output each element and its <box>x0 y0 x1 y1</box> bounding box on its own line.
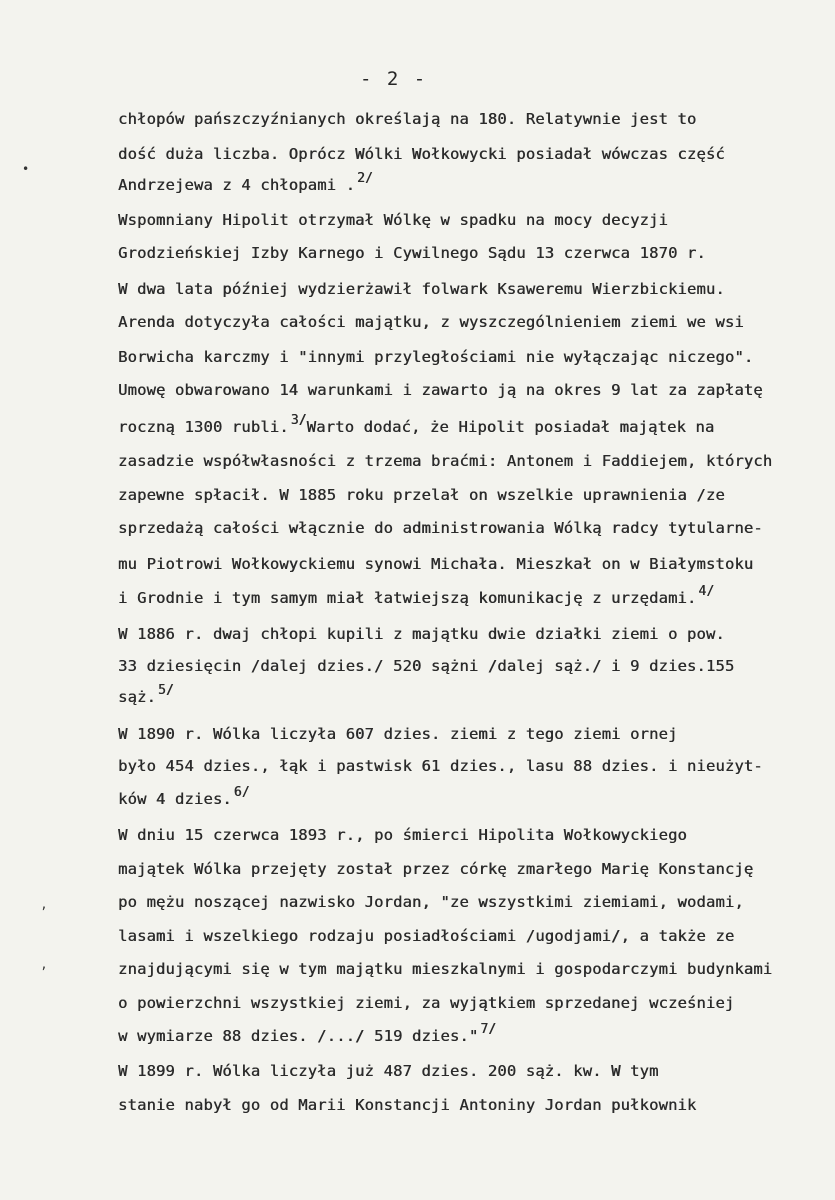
text-line <box>118 960 772 978</box>
line-text: W dniu 15 czerwca 1893 r., po śmierci Hipolita Wołkowyckiego <box>118 826 687 844</box>
line-text: po mężu noszącej nazwisko Jordan, "ze wszystkimi ziemiami, wodami, <box>118 893 744 911</box>
text-line <box>118 994 734 1012</box>
text-line <box>118 625 725 643</box>
line-text: lasami i wszelkiego rodzaju posiadłościami /ugodjami/, a także ze <box>118 927 735 945</box>
margin-mark: ’ <box>40 965 48 979</box>
text-line <box>118 486 725 504</box>
line-text: i Grodnie i tym samym miał łatwiejszą komunikację z urzędami. <box>118 589 697 607</box>
text-line <box>118 826 687 844</box>
line-text: roczną 1300 rubli. <box>118 418 289 436</box>
margin-mark: ’ <box>40 905 48 919</box>
text-line <box>118 725 677 743</box>
text-line <box>118 145 725 163</box>
line-text: sąż. <box>118 688 156 706</box>
line-text: dość duża liczba. Oprócz Wólki Wołkowycki posiadał wówczas część <box>118 145 725 163</box>
text-line <box>118 452 772 470</box>
line-text: W 1886 r. dwaj chłopi kupili z majątku dwie działki ziemi o pow. <box>118 625 725 643</box>
footnote-ref: 6/ <box>233 785 250 800</box>
line-text: stanie nabył go od Marii Konstancji Antoniny Jordan pułkownik <box>118 1096 697 1114</box>
text-line <box>118 927 734 945</box>
text-line <box>118 757 763 775</box>
text-line <box>118 584 715 607</box>
line-text: Andrzejewa z 4 chłopami . <box>118 176 356 194</box>
text-line <box>118 1022 497 1045</box>
text-line <box>118 1096 696 1114</box>
line-text: chłopów pańszczyźnianych określają na 180. Relatywnie jest to <box>118 110 697 128</box>
line-text: zapewne spłacił. W 1885 roku przelał on wszelkie uprawnienia /ze <box>118 486 725 504</box>
line-text: 33 dziesięcin /dalej dzies./ 520 sążni /dalej sąż./ i 9 dzies.155 <box>118 657 735 675</box>
text-line <box>118 657 734 675</box>
text-line <box>118 519 763 537</box>
footnote-ref: 5/ <box>157 683 174 698</box>
line-text: majątek Wólka przejęty został przez córkę zmarłego Marię Konstancję <box>118 860 754 878</box>
line-text: Umowę obwarowano 14 warunkami i zawarto ją na okres 9 lat za zapłatę <box>118 381 763 399</box>
margin-mark: • <box>22 162 30 176</box>
line-text: było 454 dzies., łąk i pastwisk 61 dzies., lasu 88 dzies. i nieużyt- <box>118 757 763 775</box>
footnote-ref: 2/ <box>357 171 374 186</box>
line-text: o powierzchni wszystkiej ziemi, za wyjątkiem sprzedanej wcześniej <box>118 994 735 1012</box>
line-text: Grodzieńskiej Izby Karnego i Cywilnego Sądu 13 czerwca 1870 r. <box>118 244 706 262</box>
text-line <box>118 280 725 298</box>
text-line <box>118 313 744 331</box>
line-text-continued: Warto dodać, że Hipolit posiadał majątek na <box>306 418 715 436</box>
text-line <box>118 110 696 128</box>
text-line <box>118 785 250 808</box>
footnote-ref: 4/ <box>698 584 715 599</box>
page-number: - 2 - <box>360 68 428 90</box>
text-line <box>118 211 668 229</box>
text-line <box>118 381 763 399</box>
text-line <box>118 1062 658 1080</box>
text-line <box>118 893 744 911</box>
text-line <box>118 413 715 436</box>
line-text: W 1890 r. Wólka liczyła 607 dzies. ziemi z tego ziemi ornej <box>118 725 678 743</box>
line-text: sprzedażą całości włącznie do administrowania Wólką radcy tytularne- <box>118 519 763 537</box>
line-text: W 1899 r. Wólka liczyła już 487 dzies. 200 sąż. kw. W tym <box>118 1062 659 1080</box>
text-line <box>118 555 753 573</box>
line-text: Arenda dotyczyła całości majątku, z wyszczególnieniem ziemi we wsi <box>118 313 744 331</box>
line-text: Borwicha karczmy i "innymi przyległościami nie wyłączając niczego". <box>118 348 754 366</box>
line-text: ków 4 dzies. <box>118 790 232 808</box>
line-text: zasadzie współwłasności z trzema braćmi: Antonem i Faddiejem, których <box>118 452 773 470</box>
line-text: znajdującymi się w tym majątku mieszkalnymi i gospodarczymi budynkami <box>118 960 773 978</box>
line-text: mu Piotrowi Wołkowyckiemu synowi Michała. Mieszkał on w Białymstoku <box>118 555 754 573</box>
line-text: Wspomniany Hipolit otrzymał Wólkę w spadku na mocy decyzji <box>118 211 668 229</box>
text-line <box>118 348 753 366</box>
line-text: w wymiarze 88 dzies. /.../ 519 dzies." <box>118 1027 479 1045</box>
text-line <box>118 860 753 878</box>
line-text: W dwa lata później wydzierżawił folwark Ksaweremu Wierzbickiemu. <box>118 280 725 298</box>
text-line <box>118 171 374 194</box>
text-line <box>118 244 706 262</box>
footnote-ref: 3/ <box>290 413 307 428</box>
text-line <box>118 683 174 706</box>
footnote-ref: 7/ <box>480 1022 497 1037</box>
